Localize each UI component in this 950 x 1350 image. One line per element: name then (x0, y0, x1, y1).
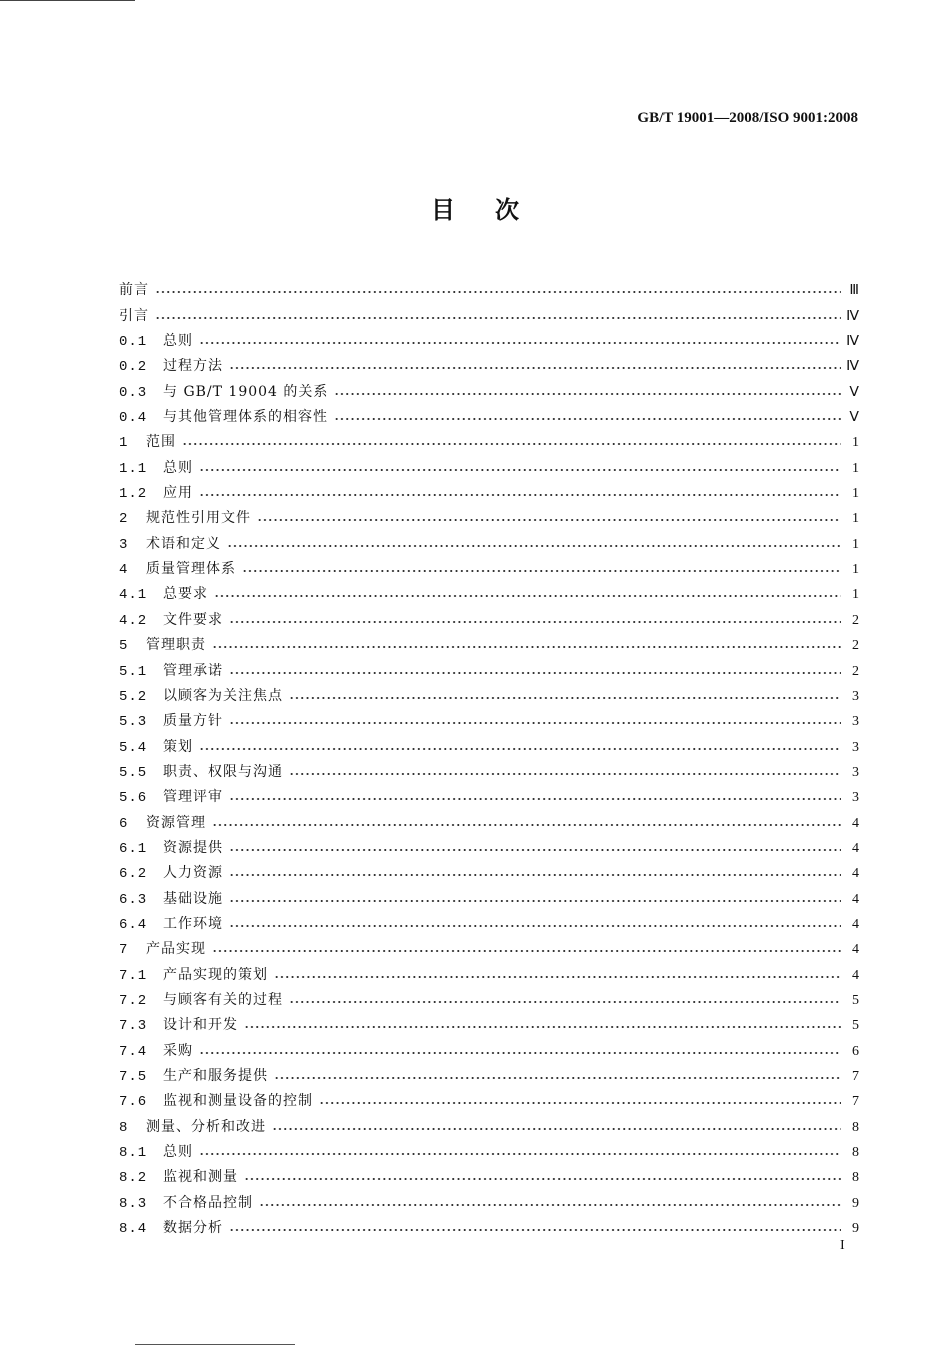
toc-entry-page: Ⅴ (849, 384, 859, 400)
leader-dots (272, 1127, 841, 1131)
toc-entry[interactable] (119, 1060, 859, 1085)
toc-entry[interactable] (119, 806, 859, 831)
toc-entry-number: 4 (119, 562, 129, 579)
toc-entry-page: 5 (852, 1018, 859, 1034)
leader-dots (229, 873, 841, 877)
toc-entry-label: 资源管理 (146, 814, 206, 831)
toc-entry-number: 7.2 (119, 992, 148, 1009)
toc-entry-number: 7.3 (119, 1018, 148, 1035)
toc-entry-label: 管理承诺 (163, 662, 223, 679)
toc-entry-number: 6.3 (119, 891, 148, 908)
toc-entry[interactable] (119, 908, 859, 933)
toc-entry[interactable] (119, 882, 859, 907)
toc-entry-label: 工作环境 (163, 915, 223, 932)
leader-dots (229, 797, 841, 801)
page-title: 目次 (431, 196, 559, 224)
standard-number: GB/T 19001—2008/ISO 9001:2008 (637, 110, 858, 126)
toc-entry-page: 2 (852, 638, 859, 654)
toc-entry-label: 资源提供 (163, 839, 223, 856)
toc-entry[interactable] (119, 426, 859, 451)
toc-entry-number: 8.2 (119, 1170, 148, 1187)
toc-entry-page: 3 (852, 764, 859, 780)
toc-entry-label: 数据分析 (163, 1220, 223, 1237)
toc-entry-page: 1 (852, 435, 859, 451)
leader-dots (199, 468, 841, 472)
leader-dots (289, 1000, 841, 1004)
toc-entry-page: 1 (852, 587, 859, 603)
toc-entry[interactable] (119, 1212, 859, 1237)
toc-entry[interactable] (119, 401, 859, 426)
toc-entry-number: 6.4 (119, 916, 148, 933)
toc-entry-label: 质量管理体系 (146, 561, 236, 578)
leader-dots (274, 975, 841, 979)
toc-entry[interactable] (119, 274, 859, 299)
toc-entry-page: 4 (852, 815, 859, 831)
leader-dots (242, 569, 841, 573)
toc-entry-label: 总要求 (163, 586, 208, 603)
toc-entry-label: 与 GB/T 19004 的关系 (163, 383, 329, 400)
leader-dots (155, 290, 841, 294)
toc-entry-number: 8 (119, 1119, 129, 1136)
toc-entry-number: 5.2 (119, 688, 148, 705)
toc-entry-number: 5.5 (119, 764, 148, 781)
leader-dots (229, 366, 841, 370)
toc-entry[interactable] (119, 933, 859, 958)
bottom-rule (135, 1344, 295, 1345)
toc-entry[interactable] (119, 832, 859, 857)
toc-entry-page: 9 (852, 1195, 859, 1211)
toc-entry[interactable] (119, 756, 859, 781)
toc-entry[interactable] (119, 603, 859, 628)
toc-entry-label: 监视和测量 (163, 1169, 238, 1186)
toc-entry-page: 1 (852, 460, 859, 476)
toc-entry-page: Ⅳ (846, 334, 859, 350)
toc-entry-number: 5 (119, 638, 129, 655)
toc-entry-label: 管理职责 (146, 637, 206, 654)
toc-entry-page: 7 (852, 1094, 859, 1110)
leader-dots (199, 747, 841, 751)
toc-entry-page: Ⅴ (849, 410, 859, 426)
table-of-contents (119, 274, 859, 1237)
toc-entry-number: 0.1 (119, 334, 148, 351)
toc-entry[interactable] (119, 451, 859, 476)
toc-entry-page: 4 (852, 967, 859, 983)
toc-entry-number: 4.2 (119, 612, 148, 629)
toc-entry-label: 文件要求 (163, 611, 223, 628)
leader-dots (259, 1203, 841, 1207)
leader-dots (155, 316, 841, 320)
toc-entry-label: 不合格品控制 (163, 1194, 253, 1211)
toc-entry-number: 8.1 (119, 1145, 148, 1162)
toc-entry-number: 0.3 (119, 384, 148, 401)
toc-entry-number: 0.2 (119, 359, 148, 376)
toc-entry-number: 6.1 (119, 840, 148, 857)
toc-entry-page: 2 (852, 612, 859, 628)
toc-entry-page: 1 (852, 562, 859, 578)
toc-entry-label: 总则 (163, 1144, 193, 1161)
toc-entry-page: 2 (852, 663, 859, 679)
toc-entry-label: 人力资源 (163, 865, 223, 882)
toc-entry-number: 1 (119, 435, 129, 452)
toc-entry[interactable] (119, 553, 859, 578)
toc-entry[interactable] (119, 1009, 859, 1034)
toc-entry[interactable] (119, 958, 859, 983)
toc-entry-number: 7.5 (119, 1069, 148, 1085)
toc-entry-label: 过程方法 (163, 358, 223, 375)
toc-entry-label: 总则 (163, 459, 193, 476)
toc-entry[interactable] (119, 578, 859, 603)
toc-entry[interactable] (119, 705, 859, 730)
leader-dots (257, 518, 841, 522)
leader-dots (319, 1101, 841, 1105)
toc-entry-page: 4 (852, 916, 859, 932)
toc-entry[interactable] (119, 350, 859, 375)
top-rule (0, 0, 135, 1)
toc-entry-label: 与其他管理体系的相容性 (163, 409, 328, 426)
toc-entry-label: 引言 (119, 307, 149, 324)
toc-entry-number: 5.3 (119, 714, 148, 731)
leader-dots (212, 645, 841, 649)
toc-entry[interactable] (119, 527, 859, 552)
leader-dots (214, 594, 841, 598)
leader-dots (229, 671, 841, 675)
toc-entry-label: 策划 (163, 738, 193, 755)
toc-entry-number: 7.1 (119, 967, 148, 984)
toc-entry[interactable] (119, 1161, 859, 1186)
toc-entry[interactable] (119, 680, 859, 705)
toc-entry-number: 4.1 (119, 587, 148, 604)
toc-entry-label: 术语和定义 (146, 535, 221, 552)
toc-entry[interactable] (119, 857, 859, 882)
toc-entry[interactable] (119, 477, 859, 502)
toc-entry-label: 基础设施 (163, 890, 223, 907)
toc-entry-page: 6 (852, 1043, 859, 1059)
page-number: I (840, 1238, 845, 1253)
leader-dots (334, 417, 841, 421)
toc-entry[interactable] (119, 299, 859, 324)
toc-entry-number: 1.2 (119, 486, 148, 503)
toc-entry-label: 产品实现 (146, 941, 206, 958)
toc-entry-label: 质量方针 (163, 713, 223, 730)
toc-entry-number: 8.3 (119, 1195, 148, 1212)
leader-dots (212, 823, 841, 827)
leader-dots (199, 1152, 841, 1156)
toc-entry-page: 8 (852, 1170, 859, 1186)
toc-entry-page: 8 (852, 1119, 859, 1135)
toc-entry-number: 3 (119, 536, 129, 553)
toc-entry-page: 1 (852, 486, 859, 502)
leader-dots (199, 341, 841, 345)
toc-entry-page: 1 (852, 511, 859, 527)
toc-entry-label: 前言 (119, 282, 149, 299)
leader-dots (229, 924, 841, 928)
toc-entry[interactable] (119, 1034, 859, 1059)
toc-entry-label: 总则 (163, 333, 193, 350)
toc-entry-page: 8 (852, 1145, 859, 1161)
toc-entry[interactable] (119, 1186, 859, 1211)
toc-entry-number: 5.4 (119, 739, 148, 756)
toc-entry-number: 5.1 (119, 663, 148, 680)
toc-entry-label: 测量、分析和改进 (146, 1118, 266, 1135)
toc-entry-page: Ⅳ (846, 359, 859, 375)
toc-entry[interactable] (119, 730, 859, 755)
toc-entry-label: 设计和开发 (163, 1017, 238, 1034)
toc-entry-page: Ⅲ (849, 283, 859, 299)
leader-dots (244, 1177, 841, 1181)
toc-entry-page: 3 (852, 790, 859, 806)
toc-entry[interactable] (119, 325, 859, 350)
toc-entry-number: 7.6 (119, 1094, 148, 1111)
toc-entry-label: 管理评审 (163, 789, 223, 806)
toc-entry-label: 监视和测量设备的控制 (163, 1093, 313, 1110)
toc-entry[interactable] (119, 375, 859, 400)
toc-entry-number: 2 (119, 511, 129, 528)
leader-dots (289, 696, 841, 700)
toc-entry-number: 6 (119, 815, 129, 832)
leader-dots (289, 772, 841, 776)
toc-entry-number: 5.6 (119, 790, 148, 807)
toc-entry-page: 4 (852, 942, 859, 958)
toc-entry-page: 4 (852, 891, 859, 907)
toc-entry-page: 4 (852, 866, 859, 882)
toc-entry-page: 5 (852, 992, 859, 1008)
leader-dots (334, 392, 841, 396)
leader-dots (244, 1025, 841, 1029)
toc-entry-number: 7.4 (119, 1043, 148, 1060)
toc-entry[interactable] (119, 1136, 859, 1161)
leader-dots (227, 544, 841, 548)
toc-entry-page: 3 (852, 739, 859, 755)
leader-dots (229, 899, 841, 903)
leader-dots (274, 1076, 841, 1080)
toc-entry-number: 0.4 (119, 410, 148, 427)
leader-dots (229, 620, 841, 624)
toc-entry-label: 范围 (146, 434, 176, 451)
leader-dots (212, 949, 841, 953)
leader-dots (229, 721, 841, 725)
toc-entry-page: 3 (852, 714, 859, 730)
toc-entry-label: 职责、权限与沟通 (163, 763, 283, 780)
leader-dots (229, 848, 841, 852)
toc-entry-label: 生产和服务提供 (163, 1068, 268, 1084)
toc-entry-page: 3 (852, 688, 859, 704)
toc-entry-page: 9 (852, 1221, 859, 1237)
toc-entry-number: 6.2 (119, 866, 148, 883)
toc-entry[interactable] (119, 984, 859, 1009)
toc-entry-number: 8.4 (119, 1221, 148, 1238)
toc-entry[interactable] (119, 654, 859, 679)
leader-dots (182, 442, 841, 446)
toc-entry[interactable] (119, 629, 859, 654)
toc-entry[interactable] (119, 781, 859, 806)
toc-entry[interactable] (119, 1085, 859, 1110)
toc-entry-page: 4 (852, 840, 859, 856)
leader-dots (229, 1228, 841, 1232)
toc-entry[interactable] (119, 502, 859, 527)
toc-entry-label: 产品实现的策划 (163, 966, 268, 983)
toc-entry-label: 与顾客有关的过程 (163, 991, 283, 1008)
toc-entry-page: Ⅳ (846, 308, 859, 324)
toc-entry-label: 以顾客为关注焦点 (163, 687, 283, 704)
leader-dots (199, 1051, 841, 1055)
toc-entry-page: 7 (852, 1069, 859, 1084)
toc-entry-label: 规范性引用文件 (146, 510, 251, 527)
toc-entry-label: 采购 (163, 1042, 193, 1059)
toc-entry[interactable] (119, 1110, 859, 1135)
leader-dots (199, 493, 841, 497)
toc-entry-number: 1.1 (119, 460, 148, 477)
toc-entry-number: 7 (119, 942, 129, 959)
toc-entry-page: 1 (852, 536, 859, 552)
toc-entry-label: 应用 (163, 485, 193, 502)
